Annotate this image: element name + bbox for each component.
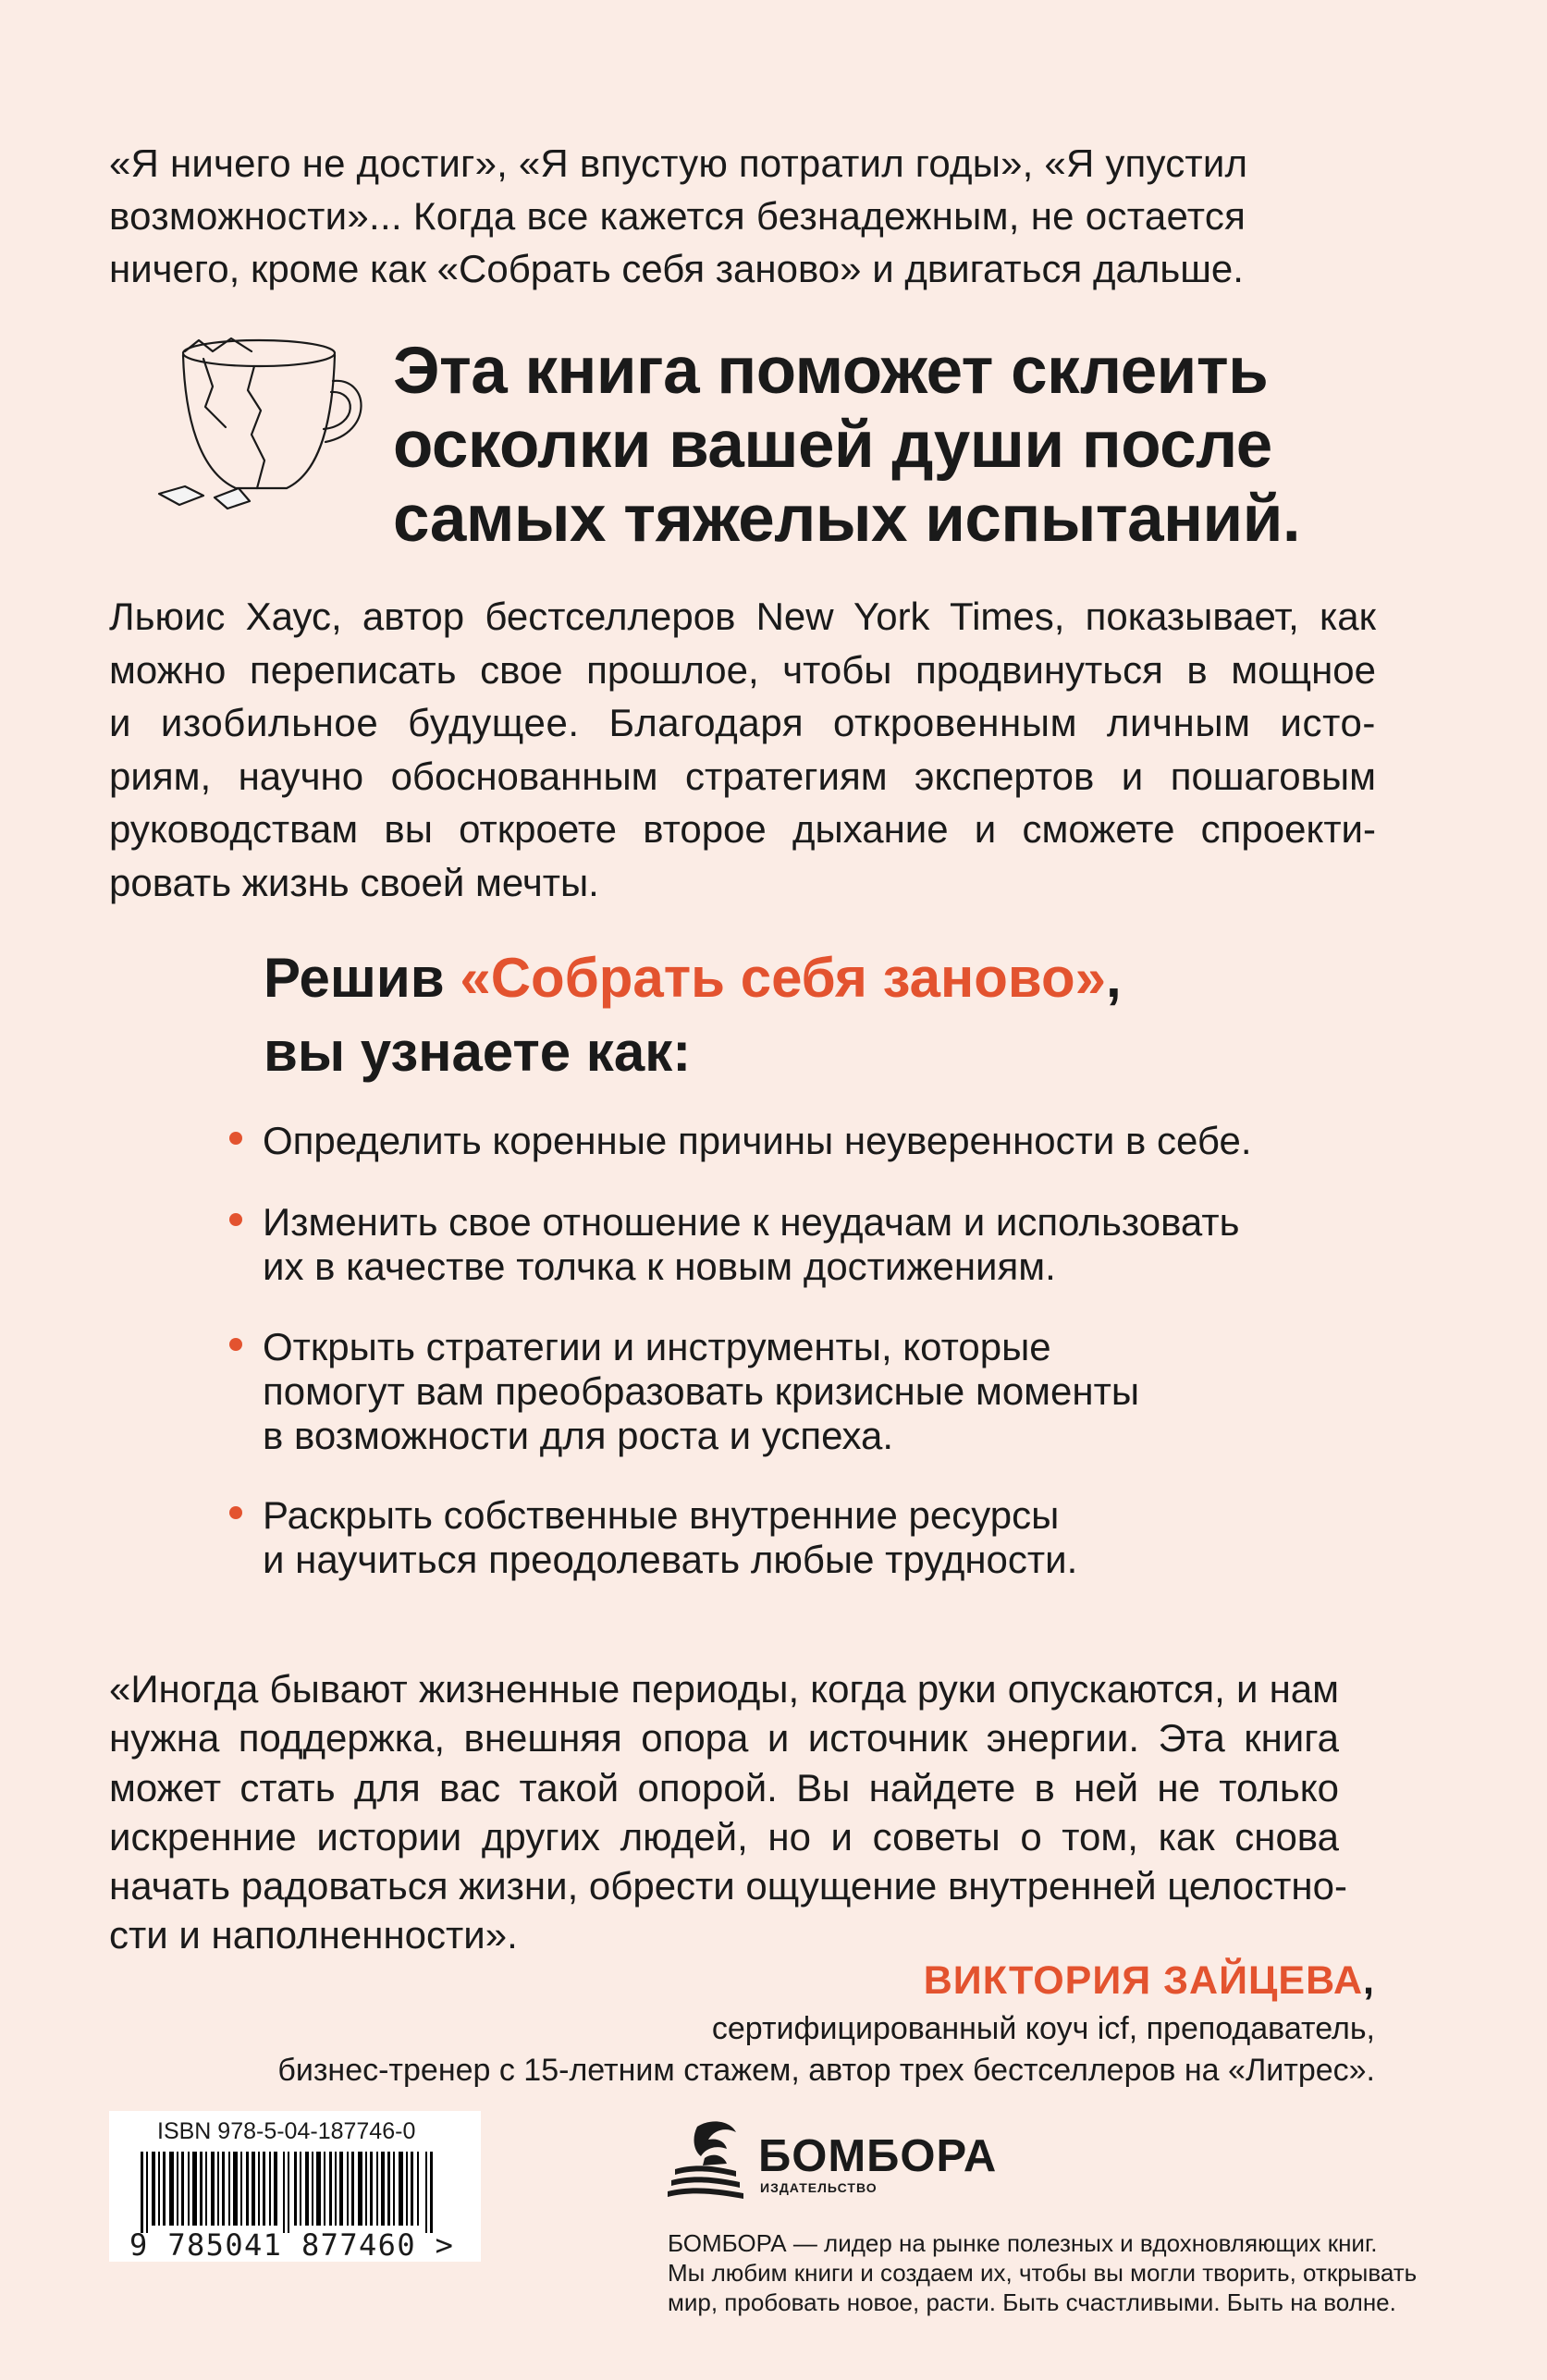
publisher-description [668,2228,1454,2317]
publisher-desc-line: Мы любим книги и создаем их, чтобы вы могли творить, открывать [668,2259,1418,2287]
description-line: можно переписать свое прошлое, чтобы продвинуться в мощное [109,647,1376,692]
headline [393,335,1456,557]
description-paragraph [109,590,1376,910]
intro-paragraph [109,137,1339,295]
subheading-accent: «Собрать себя заново» [460,947,1107,1009]
subheading-line-1 [264,941,1419,1015]
headline-line: осколки вашей души после [393,409,1272,482]
quote-author-comma: , [1363,1958,1375,2003]
subheading [264,941,1419,1089]
bullet-text [263,1119,1252,1163]
quote-line: может стать для вас такой опорой. Вы найдете в ней не только [109,1765,1339,1810]
bullet-dot-icon [229,1506,242,1519]
intro-line: «Я ничего не достиг», «Я впустую потратил годы», «Я упустил [109,141,1248,185]
role-line: бизнес-тренер с 15-летним стажем, автор трех бестселлеров на «Литрес». [277,2053,1375,2088]
subheading-prefix: Решив [264,947,460,1009]
bullet-dot-icon [229,1213,242,1226]
bullet-line: помогут вам преобразовать кризисные моменты [263,1369,1140,1413]
description-line: и изобильное будущее. Благодаря откровенным личным исто- [109,701,1376,745]
bullet-line: Определить коренные причины неуверенности в себе. [263,1119,1252,1162]
description-line: Льюис Хаус, автор бестселлеров New York Times, показывает, как [109,595,1376,638]
bullet-line: в возможности для роста и успеха. [263,1414,894,1457]
bullet-text [263,1200,1239,1289]
description-line: руководствам вы откроете второе дыхание и сможете спроекти- [109,807,1376,852]
publisher-subtitle: ИЗДАТЕЛЬСТВО [760,2180,878,2195]
bullet-line: и научиться преодолевать любые трудности. [263,1538,1078,1581]
quote-author-name: ВИКТОРИЯ ЗАЙЦЕВА [923,1958,1364,2003]
bullet-line: Раскрыть собственные внутренние ресурсы [263,1493,1060,1537]
intro-line: ничего, кроме как «Собрать себя заново» и двигаться дальше. [109,247,1244,290]
bullet-dot-icon [229,1338,242,1351]
intro-line: возможности»... Когда все кажется безнадежным, не остается [109,194,1246,238]
isbn-label: ISBN 978-5-04-187746-0 [157,2118,416,2144]
subheading-suffix: , [1106,947,1122,1009]
bullet-text [263,1325,1139,1458]
quote-line: начать радоваться жизни, обрести ощущение внутренней целостно- [109,1864,1347,1908]
publisher-name: БОМБОРА [758,2131,998,2181]
description-line: ровать жизнь своей мечты. [109,860,599,904]
isbn-barcode-box [109,2111,481,2262]
broken-cup-icon [148,333,379,518]
bullet-line: их в качестве толчка к новым достижениям. [263,1245,1056,1288]
publisher-desc-line: мир, пробовать новое, расти. Быть счастливыми. Быть на волне. [668,2288,1396,2316]
bullet-line: Изменить свое отношение к неудачам и использовать [263,1200,1240,1244]
headline-line: Эта книга поможет склеить [393,335,1269,408]
subheading-line-2: вы узнаете как: [264,1021,692,1083]
quote-author [924,1958,1375,2004]
quote-author-role [265,2008,1375,2092]
headline-line: самых тяжелых испытаний. [393,483,1301,556]
quote-line: «Иногда бывают жизненные периоды, когда руки опускаются, и нам [109,1667,1339,1711]
publisher-desc-line: БОМБОРА — лидер на рынке полезных и вдохновляющих книг. [668,2229,1378,2257]
role-line: сертифицированный коуч icf, преподаватель, [711,2011,1375,2046]
quote-line: искренние истории других людей, но и советы о том, как снова [109,1814,1339,1859]
bullet-dot-icon [229,1132,242,1145]
testimonial-quote [109,1664,1347,1960]
barcode-icon [128,2152,470,2233]
bullet-line: Открыть стратегии и инструменты, которые [263,1325,1051,1368]
quote-line: нужна поддержка, внешняя опора и источник энергии. Эта книга [109,1716,1339,1760]
description-line: риям, научно обоснованным стратегиям экспертов и пошаговым [109,754,1376,798]
quote-line: сти и наполненности». [109,1913,518,1957]
bullet-text [263,1493,1077,1582]
barcode-digits: 9 785041 877460 > [129,2227,455,2263]
